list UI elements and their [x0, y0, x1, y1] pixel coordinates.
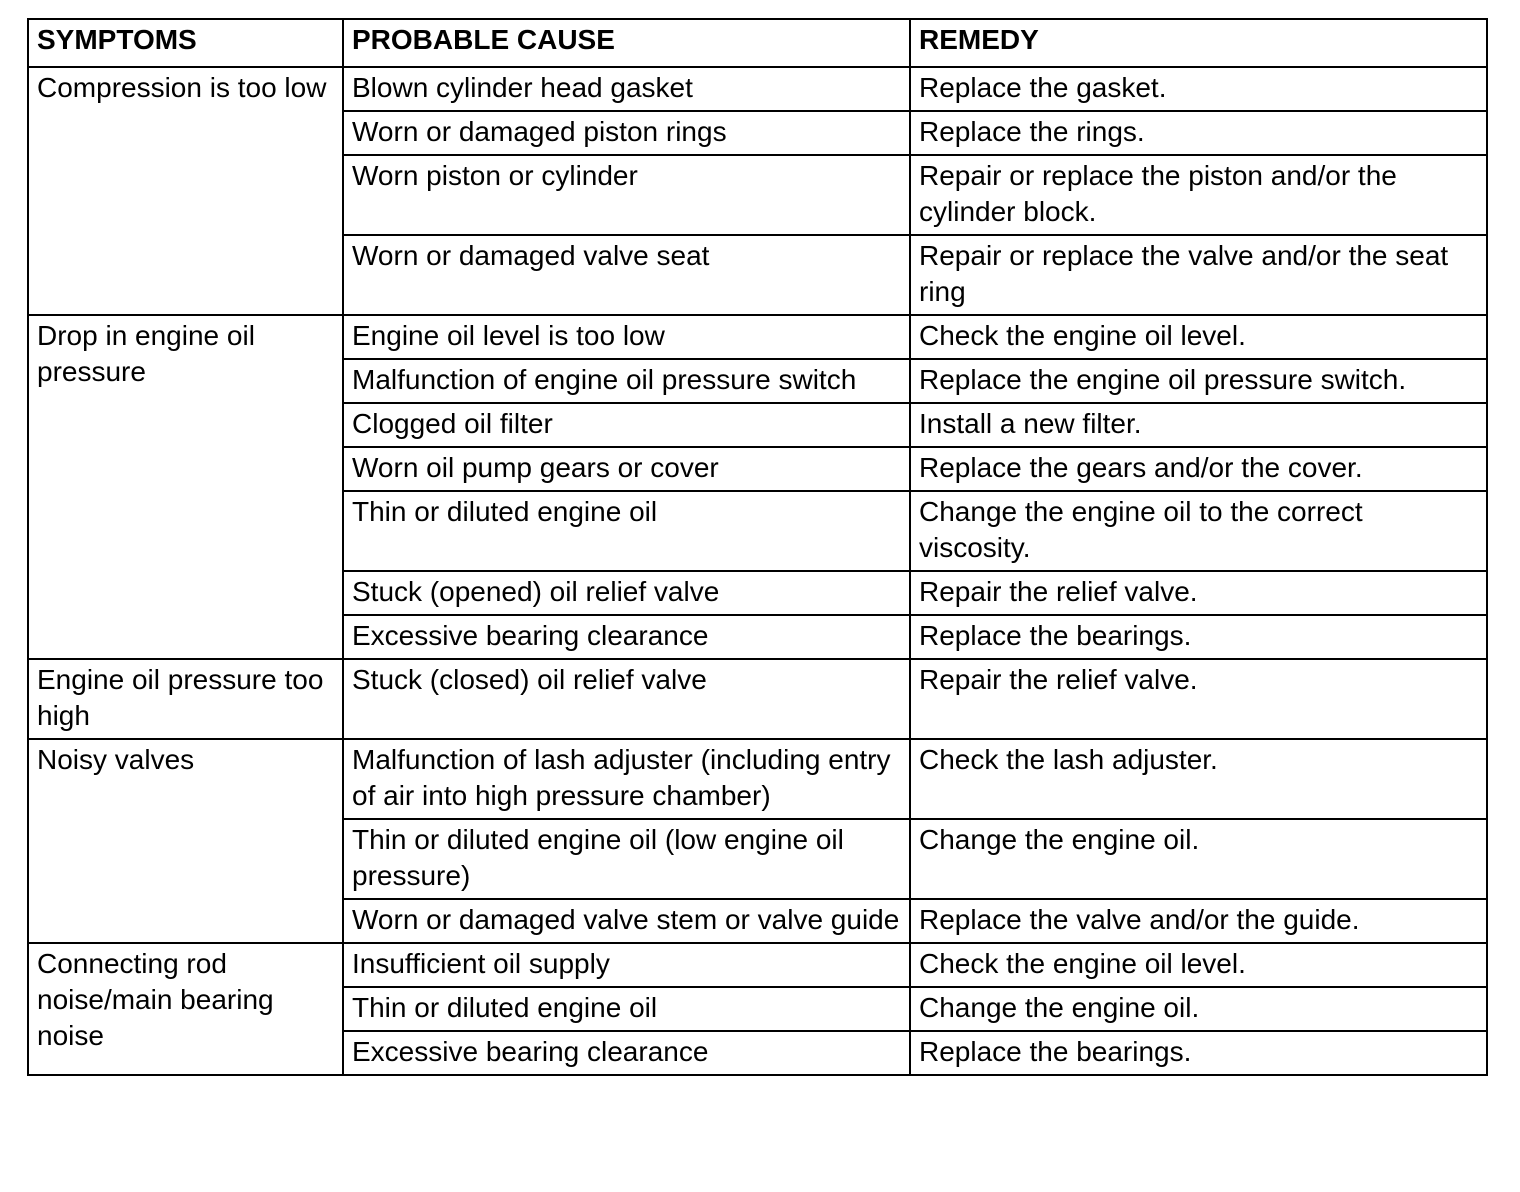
- remedy-cell: Repair the relief valve.: [910, 659, 1487, 739]
- table-row: [28, 943, 1487, 987]
- remedy-cell: Change the engine oil.: [910, 987, 1487, 1031]
- remedy-cell: Replace the valve and/or the guide.: [910, 899, 1487, 943]
- remedy-cell: Replace the gasket.: [910, 67, 1487, 111]
- header-remedy: REMEDY: [910, 19, 1487, 67]
- troubleshooting-table: [27, 18, 1488, 1076]
- remedy-cell: Replace the rings.: [910, 111, 1487, 155]
- cause-cell: Blown cylinder head gasket: [343, 67, 910, 111]
- cause-cell: Malfunction of engine oil pressure switch: [343, 359, 910, 403]
- remedy-cell: Change the engine oil.: [910, 819, 1487, 899]
- cause-cell: Excessive bearing clearance: [343, 615, 910, 659]
- remedy-cell: Repair the relief valve.: [910, 571, 1487, 615]
- table-row: [28, 659, 1487, 739]
- symptom-cell: Compression is too low: [28, 67, 343, 315]
- cause-cell: Thin or diluted engine oil: [343, 491, 910, 571]
- header-row: [28, 19, 1487, 67]
- cause-cell: Stuck (closed) oil relief valve: [343, 659, 910, 739]
- cause-cell: Excessive bearing clearance: [343, 1031, 910, 1075]
- symptom-cell: Engine oil pressure too high: [28, 659, 343, 739]
- table-row: [28, 67, 1487, 111]
- cause-cell: Worn or damaged piston rings: [343, 111, 910, 155]
- header-symptoms: SYMPTOMS: [28, 19, 343, 67]
- symptom-cell: Drop in engine oil pressure: [28, 315, 343, 659]
- cause-cell: Worn or damaged valve stem or valve guide: [343, 899, 910, 943]
- remedy-cell: Replace the gears and/or the cover.: [910, 447, 1487, 491]
- remedy-cell: Check the engine oil level.: [910, 943, 1487, 987]
- header-probable-cause: PROBABLE CAUSE: [343, 19, 910, 67]
- remedy-cell: Replace the bearings.: [910, 1031, 1487, 1075]
- cause-cell: Thin or diluted engine oil: [343, 987, 910, 1031]
- symptom-cell: Connecting rod noise/main bearing noise: [28, 943, 343, 1075]
- cause-cell: Stuck (opened) oil relief valve: [343, 571, 910, 615]
- remedy-cell: Check the lash adjuster.: [910, 739, 1487, 819]
- cause-cell: Clogged oil filter: [343, 403, 910, 447]
- remedy-cell: Install a new filter.: [910, 403, 1487, 447]
- table-row: [28, 315, 1487, 359]
- cause-cell: Malfunction of lash adjuster (including entry of air into high pressure chamber): [343, 739, 910, 819]
- remedy-cell: Replace the engine oil pressure switch.: [910, 359, 1487, 403]
- cause-cell: Thin or diluted engine oil (low engine oil pressure): [343, 819, 910, 899]
- remedy-cell: Check the engine oil level.: [910, 315, 1487, 359]
- cause-cell: Engine oil level is too low: [343, 315, 910, 359]
- cause-cell: Insufficient oil supply: [343, 943, 910, 987]
- table-row: [28, 739, 1487, 819]
- symptom-cell: Noisy valves: [28, 739, 343, 943]
- cause-cell: Worn oil pump gears or cover: [343, 447, 910, 491]
- cause-cell: Worn or damaged valve seat: [343, 235, 910, 315]
- remedy-cell: Replace the bearings.: [910, 615, 1487, 659]
- remedy-cell: Repair or replace the piston and/or the cylinder block.: [910, 155, 1487, 235]
- cause-cell: Worn piston or cylinder: [343, 155, 910, 235]
- remedy-cell: Repair or replace the valve and/or the seat ring: [910, 235, 1487, 315]
- remedy-cell: Change the engine oil to the correct viscosity.: [910, 491, 1487, 571]
